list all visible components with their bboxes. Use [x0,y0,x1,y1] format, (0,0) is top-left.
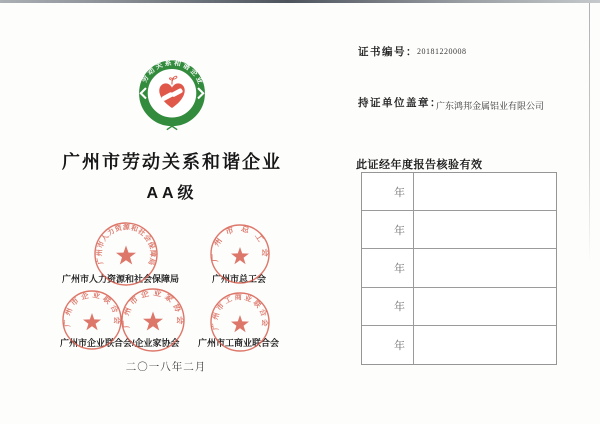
svg-text:广州市企业家协会: 广州市企业家协会 [121,288,185,329]
star-icon [116,246,136,265]
year-cell: 年 [362,326,414,364]
svg-text:广州市企业联合会: 广州市企业联合会 [62,290,122,328]
issuer-label-enterprise-confederation: 广州市企业联合会/企业家协会 [60,338,180,348]
issuer-label-federation-of-trade-unions: 广州市总工会 [212,274,267,284]
star-icon [231,315,249,332]
certificate-right-page [344,0,600,424]
year-cell: 年 [362,288,414,326]
holder-seal-label: 持证单位盖章： [358,97,442,109]
svg-text:广州市工商业联合会: 广州市工商业联合会 [210,292,270,331]
certificate-number-value: 20181220008 [417,47,467,56]
year-cell: 年 [362,249,414,287]
official-seal-human-resources-bureau [93,221,159,287]
svg-text:广州市总工会: 广州市总工会 [210,223,270,264]
harmonious-labor-emblem-icon [133,56,211,134]
issue-date: 二〇一八年二月 [125,362,207,373]
star-icon [143,312,163,331]
certificate-grade: AA级 [146,185,198,202]
official-seal-industry-commerce-federation [209,291,271,353]
svg-text:广州市人力资源和社会保障局: 广州市人力资源和社会保障局 [96,224,156,267]
issuer-label-human-resources-bureau: 广州市人力资源和社会保障局 [62,274,180,284]
holder-company-name: 广东鸿邦金属铝业有限公司 [436,101,545,111]
star-icon [231,247,249,264]
annual-verification-table [361,172,557,365]
verification-entry-cell [414,249,556,287]
year-cell: 年 [362,211,414,249]
verification-entry-cell [414,288,556,326]
verification-entry-cell [414,326,556,364]
star-icon [83,313,101,330]
verification-entry-cell [414,173,556,211]
certificate-number-label: 证书编号： [358,46,418,58]
issuer-label-federation-of-industry-commerce: 广州市工商业联合会 [198,338,280,348]
certificate-title: 广州市劳动关系和谐企业 [62,152,282,172]
year-cell: 年 [362,173,414,211]
official-seal-entrepreneurs-association [120,287,186,353]
verification-entry-cell [414,211,556,249]
official-seal-enterprise-confederation [61,289,123,351]
official-seal-trade-unions [209,223,271,285]
annual-verification-heading: 此证经年度报告核验有效 [356,159,483,171]
emblem-arc-text: 劳动关系和谐企业 [141,59,205,87]
